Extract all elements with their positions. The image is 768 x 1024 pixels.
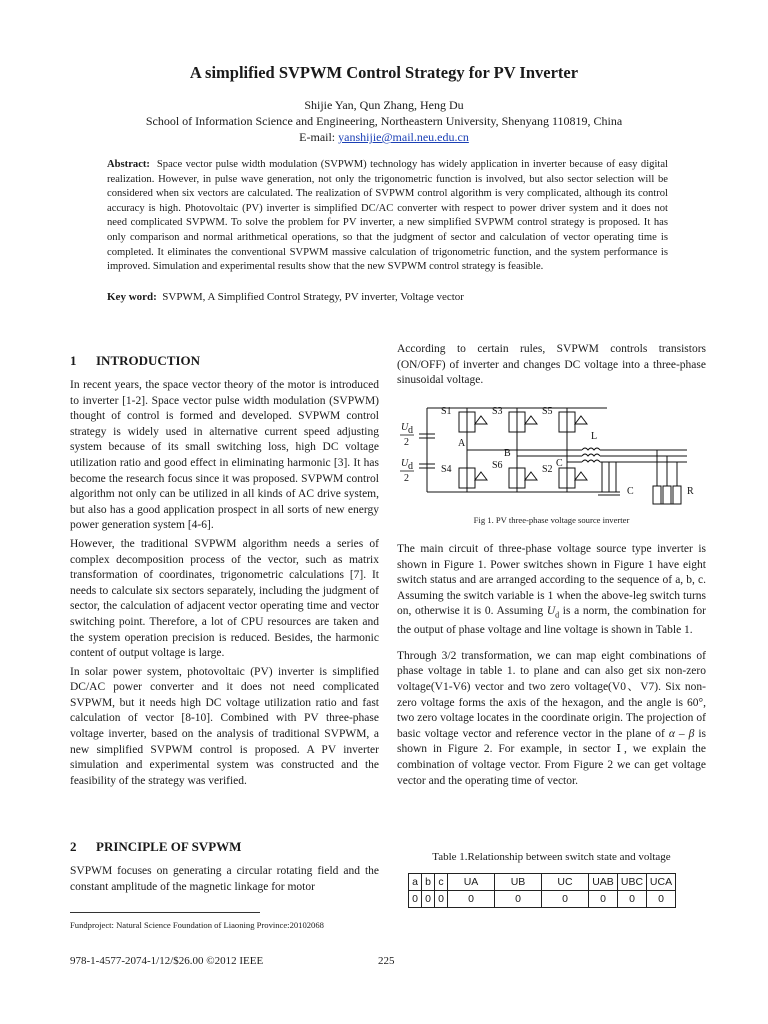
figure-caption: Fig 1. PV three-phase voltage source inverter: [473, 515, 630, 525]
label-s5: S5: [542, 406, 553, 417]
email-line: [0, 130, 768, 145]
table-header-cell: UB: [495, 874, 542, 891]
right-column-intro: [397, 342, 706, 392]
left-column-intro: [70, 378, 379, 792]
label-s1: S1: [441, 406, 452, 417]
right-p3-text: Through 3/2 transformation, we can map eight combinations of phase voltage in table 1. to plane and can also get six non-zero voltage(V1-V6) vector and two zero voltage(V0、V7). Six non-zero voltage forms the axis of the hexagon, and the angle is 60°, two zero voltage locates in the coordinate origin. The projection of basic voltage vector and reference vector in the plane of: [397, 649, 706, 740]
label-ud-bottom-den: 2: [404, 473, 409, 484]
table-header-row: [409, 874, 676, 891]
affiliation: School of Information Science and Engineering, Northeastern University, Shenyang 110819, China: [145, 114, 623, 128]
intro-paragraph-3: In solar power system, photovoltaic (PV) inverter is simplified DC/AC power converter and it does not need complicated SVPWM, but it needs high DC voltage utilization ratio and fast calculation of vector [8-10]. Combined with PV three-phase voltage inverter, based on the analysis of traditional SVPWM, a new simplified SVPWM control is proposed. A PV inverter simulation and experimental system was constructed and the feasibility of the strategy was verified.: [70, 665, 379, 787]
label-a: A: [458, 438, 466, 449]
switch-state-table: [408, 873, 676, 908]
table-header-cell: UC: [542, 874, 589, 891]
table-cell: 0: [435, 891, 448, 908]
email-label: E-mail:: [299, 130, 339, 144]
label-r: R: [687, 486, 694, 497]
label-b: B: [504, 448, 511, 459]
intro-paragraph-1: In recent years, the space vector theory of the motor is introduced to inverter [1-2]. Space vector pulse width modulation (SVPWM) thought of control is formed and developed. SVPWM control strategy is widely used in alternative current speed adjusting system because of its small switching loss, high DC voltage utilization ratio and good effect in eliminating harmonic [3]. It has become the research focus since it was proposed. SVPWM control algorithm not only can be utilized in all kinds of AC drive system, but also has a good application prospect in all sorts of new energy power generation system [4-6].: [70, 379, 379, 532]
label-s3: S3: [492, 406, 503, 417]
abstract-label: Abstract:: [107, 159, 150, 170]
section-1-title: INTRODUCTION: [96, 353, 201, 368]
abstract-text: Space vector pulse width modulation (SVPWM) technology has widely application in inverter because of easy digital realization. However, in pulse wave generation, not only the trigonometric function is involved, but also sector selection will be considered when six vectors are calculated. The realization of SVPWM control algorithm is very complicated, although its control accuracy is high. Photovoltaic (PV) inverter is simplified DC/AC converter with respect to power driver system and it does not need complicated SVPWM. To solve the problem for PV inverter, a new simplified SVPWM control strategy is proposed. It has only comparison and normal arithmetical operations, so that the judgment of sector and calculation of vector operating time is completed. It eliminates the conventional SVPWM massive calculation of trigonometric function, and the system performance is improved. Simulation and experimental results show that the new SVPWM control strategy is feasible.: [107, 159, 668, 273]
inverter-circuit-diagram: [397, 396, 706, 514]
page-number: 225: [378, 955, 395, 967]
table-header-cell: c: [435, 874, 448, 891]
section-2-heading: [70, 839, 241, 855]
keywords: [107, 291, 668, 303]
table-cell: 0: [542, 891, 589, 908]
intro-paragraph-2: However, the traditional SVPWM algorithm needs a series of complex decomposition process of the vector, such as matrix transformation of coordinates, trigonometric calculations [7]. It needs to calculate six sectors separately, including the judgment of sector, the calculation of adjacent vector operating time and vector switching point. Therefore, a lot of CPU resources are taken and the system operation precision is reduced. Besides, the harmonic content of output voltage is large.: [70, 537, 379, 660]
label-s6: S6: [492, 460, 503, 471]
label-ud-bottom-sub: d: [408, 461, 413, 472]
table-header-cell: a: [409, 874, 422, 891]
label-ud-top-sub: d: [408, 425, 413, 436]
footnote: Fundproject: Natural Science Foundation of Liaoning Province:20102068: [70, 920, 324, 930]
label-l: L: [591, 431, 598, 442]
section-2-title: PRINCIPLE OF SVPWM: [96, 839, 242, 854]
footer-isbn: 978-1-4577-2074-1/12/$26.00 ©2012 IEEE: [70, 955, 264, 967]
label-s2: S2: [542, 464, 553, 475]
right-paragraph-3: [397, 649, 706, 789]
abstract: [107, 158, 668, 275]
paper-title: A simplified SVPWM Control Strategy for PV Inverter: [189, 63, 579, 82]
table-caption: Table 1.Relationship between switch state and voltage: [432, 851, 671, 863]
label-ud-top-den: 2: [404, 437, 409, 448]
table-cell: 0: [589, 891, 618, 908]
alpha-beta: α – β: [668, 727, 695, 740]
table-header-cell: UCA: [647, 874, 676, 891]
table-header-cell: b: [422, 874, 435, 891]
right-paragraph-1: According to certain rules, SVPWM controls transistors (ON/OFF) of inverter and changes DC voltage into a three-phase sinusoidal voltage.: [397, 343, 706, 387]
right-p2-tail: is a norm, the combination for the output of phase voltage and line voltage is shown in Table 1.: [397, 605, 707, 637]
right-p3-tail: is shown in Figure 2. For example, in sector Ⅰ, we explain the combination of voltage vector. From Figure 2 we can get voltage vector and the operating time of vector.: [397, 727, 707, 787]
keyword-text: SVPWM, A Simplified Control Strategy, PV inverter, Voltage vector: [162, 291, 464, 303]
table-cell: 0: [495, 891, 542, 908]
authors: Shijie Yan, Qun Zhang, Heng Du: [304, 98, 464, 112]
section-1-number: 1: [70, 353, 77, 368]
ud-symbol: U: [546, 605, 556, 618]
table-cell: 0: [448, 891, 495, 908]
footnote-divider: [70, 912, 260, 913]
table-header-cell: UA: [448, 874, 495, 891]
table-header-cell: UBC: [618, 874, 647, 891]
table-cell: 0: [409, 891, 422, 908]
label-s4: S4: [441, 464, 452, 475]
label-c: C: [556, 458, 563, 469]
table-header-cell: UAB: [589, 874, 618, 891]
label-ud-top: U: [401, 422, 409, 433]
email-link[interactable]: yanshijie@mail.neu.edu.cn: [338, 130, 469, 144]
ud-subscript: d: [555, 610, 560, 620]
label-ud-bottom: U: [401, 458, 409, 469]
left-column-principle: [70, 864, 379, 898]
table-row: [409, 891, 676, 908]
right-p2-text: The main circuit of three-phase voltage source type inverter is shown in Figure 1. Power switches shown in Figure 1 have eight switch status and are arranged according to the sequence of a, b, c. Assuming the switch variable is 1 when the above-leg switch turns on, otherwise it is 0. Assuming: [397, 543, 706, 618]
right-column-body: [397, 542, 706, 792]
section-1-heading: [70, 353, 200, 369]
keyword-label: Key word:: [107, 291, 157, 303]
table-cell: 0: [618, 891, 647, 908]
label-cap: C: [627, 486, 634, 497]
principle-paragraph-1: SVPWM focuses on generating a circular rotating field and the constant amplitude of the magnetic linkage for motor: [70, 865, 379, 893]
section-2-number: 2: [70, 839, 77, 854]
right-paragraph-2: [397, 542, 706, 639]
table-cell: 0: [422, 891, 435, 908]
table-cell: 0: [647, 891, 676, 908]
